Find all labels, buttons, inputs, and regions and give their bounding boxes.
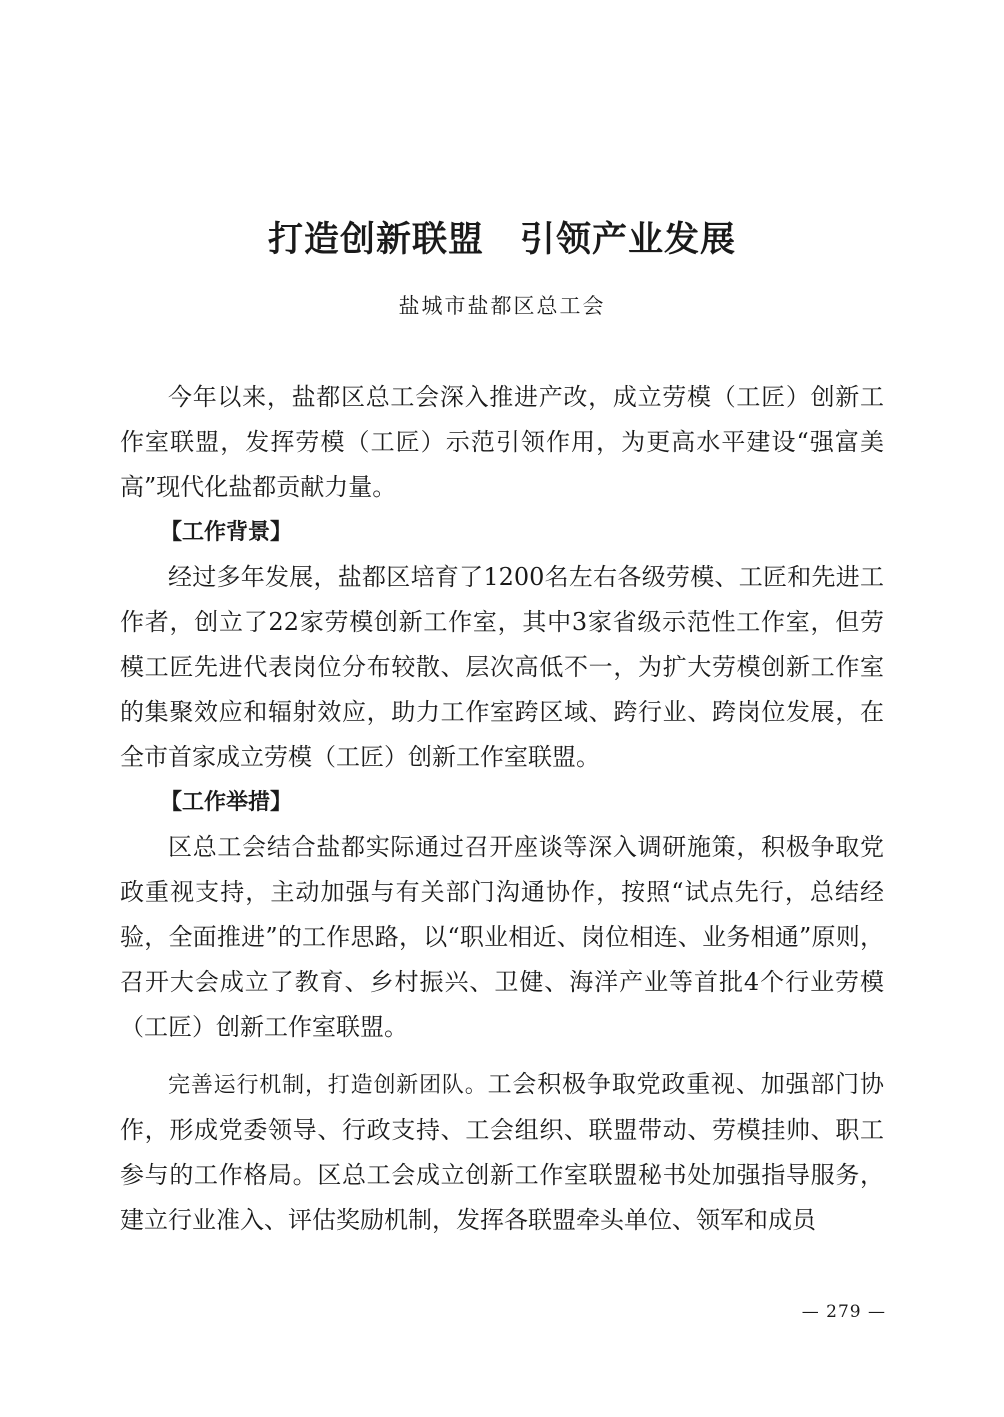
section-heading-measures: 【工作举措】 <box>160 790 293 815</box>
document-author: 盐城市盐都区总工会 <box>398 294 606 318</box>
page-number: — 279 — <box>801 1302 886 1322</box>
measure-paragraph <box>120 1062 884 1243</box>
measure-lead: 完善运行机制，打造创新团队。 <box>168 1073 488 1098</box>
intro-paragraph: 今年以来，盐都区总工会深入推进产改，成立劳模（工匠）创新工作室联盟，发挥劳模（工匠）示范引领作用，为更高水平建设“强富美高”现代化盐都贡献力量。 <box>120 383 884 501</box>
section-paragraph-measures: 区总工会结合盐都实际通过召开座谈等深入调研施策，积极争取党政重视支持，主动加强与有关部门沟通协作，按照“试点先行，总结经验，全面推进”的工作思路，以“职业相近、岗位相连、业务相通”原则，召开大会成立了教育、乡村振兴、卫健、海洋产业等首批4个行业劳模（工匠）创新工作室联盟。 <box>120 833 884 1041</box>
document-title: 打造创新联盟 引领产业发展 <box>267 220 736 260</box>
document-body <box>120 375 884 1243</box>
section-heading-background: 【工作背景】 <box>160 520 293 545</box>
measure-text: 工会积极争取党政重视、加强部门协作，形成党委领导、行政支持、工会组织、联盟带动、劳模挂帅、职工参与的工作格局。区总工会成立创新工作室联盟秘书处加强指导服务，建立行业准入、评估奖励机制，发挥各联盟牵头单位、领军和成员 <box>120 1070 884 1234</box>
section-paragraph-background: 经过多年发展，盐都区培育了1200名左右各级劳模、工匠和先进工作者，创立了22家劳模创新工作室，其中3家省级示范性工作室，但劳模工匠先进代表岗位分布较散、层次高低不一，为扩大劳模创新工作室的集聚效应和辐射效应，助力工作室跨区域、跨行业、跨岗位发展，在全市首家成立劳模（工匠）创新工作室联盟。 <box>120 563 884 771</box>
